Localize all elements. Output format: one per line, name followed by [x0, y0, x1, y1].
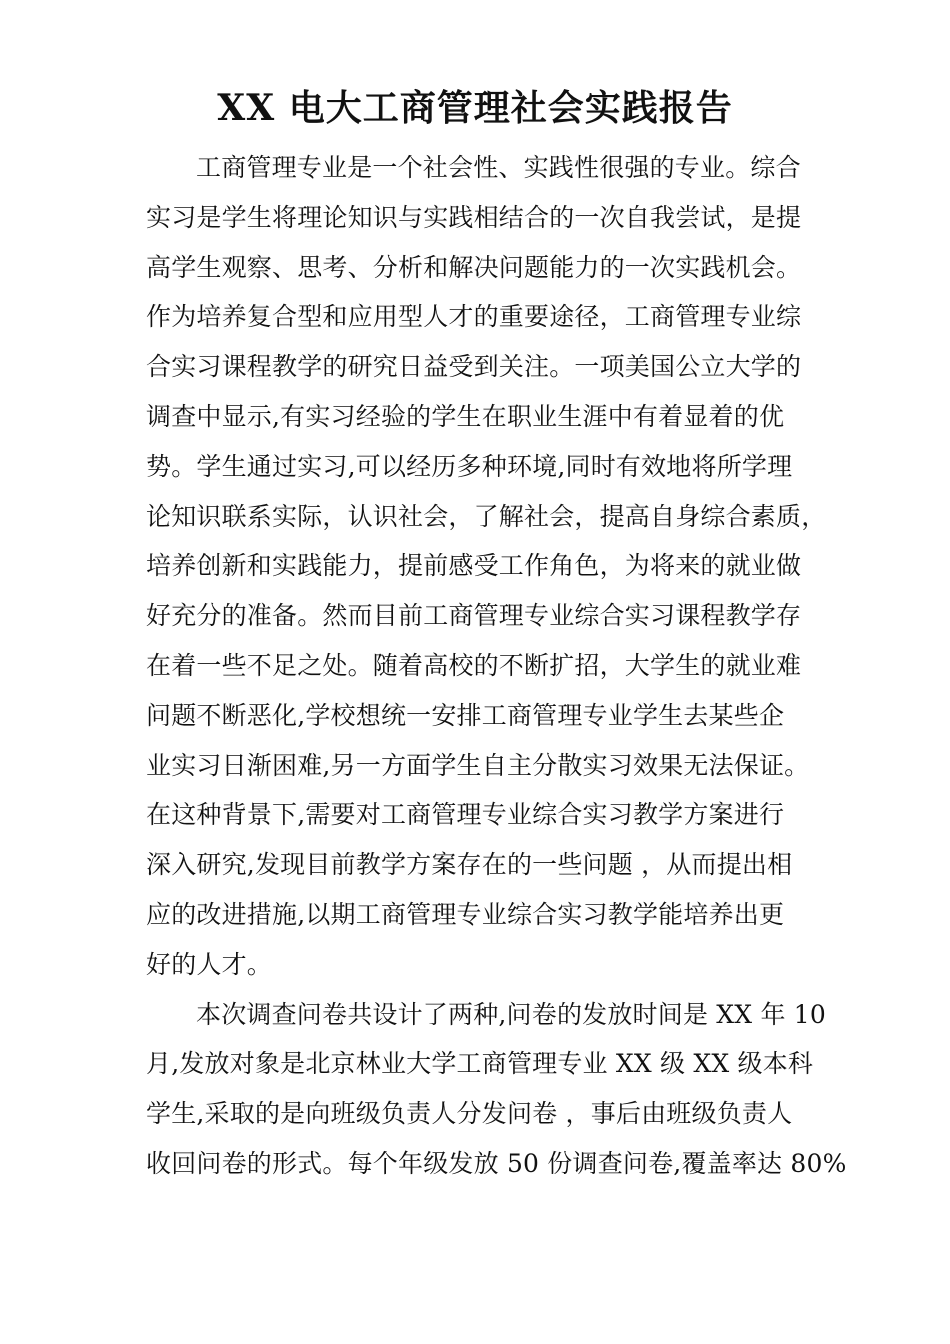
text-line: 势。学生通过实习,可以经历多种环境,同时有效地将所学理: [146, 451, 793, 481]
paragraph-1: [146, 143, 827, 990]
text-line: 应的改进措施,以期工商管理专业综合实习教学能培养出更: [146, 899, 785, 929]
text-line: 学生,采取的是向班级负责人分发问卷 ，事后由班级负责人: [146, 1099, 793, 1129]
text-line: 工商管理专业是一个社会性、实践性很强的专业。综合: [196, 153, 801, 182]
text-line: 高学生观察、思考、分析和解决问题能力的一次实践机会。: [146, 252, 802, 282]
text-line: 月,发放对象是北京林业大学工商管理专业 XX 级 XX 级本科: [146, 1049, 814, 1079]
paragraph-2: [146, 990, 847, 1189]
text-line: 论知识联系实际，认识社会，了解社会，提高自身综合素质，: [146, 501, 827, 531]
text-line: 在这种背景下,需要对工商管理专业综合实习教学方案进行: [146, 800, 785, 830]
text-line: 调查中显示,有实习经验的学生在职业生涯中有着显着的优: [146, 401, 785, 431]
text-line: 本次调查问卷共设计了两种,问卷的发放时间是 XX 年 10: [196, 999, 826, 1029]
text-line: 作为培养复合型和应用型人才的重要途径，工商管理专业综: [146, 302, 802, 332]
text-line: 合实习课程教学的研究日益受到关注。一项美国公立大学的: [146, 352, 802, 382]
text-line: 实习是学生将理论知识与实践相结合的一次自我尝试，是提: [146, 202, 802, 232]
text-line: 培养创新和实践能力，提前感受工作角色，为将来的就业做: [146, 551, 802, 581]
text-line: 业实习日渐困难,另一方面学生自主分散实习效果无法保证。: [146, 750, 810, 780]
text-line: 好的人才。: [146, 949, 273, 979]
text-line: 好充分的准备。然而目前工商管理专业综合实习课程教学存: [146, 601, 802, 631]
text-line: 收回问卷的形式。每个年级发放 50 份调查问卷,覆盖率达 80%: [146, 1148, 847, 1178]
text-line: 问题不断恶化,学校想统一安排工商管理专业学生去某些企: [146, 700, 785, 730]
text-line: 在着一些不足之处。随着高校的不断扩招，大学生的就业难: [146, 650, 802, 680]
document-body: [146, 143, 847, 1189]
document-title: XX 电大工商管理社会实践报告: [217, 87, 733, 129]
text-line: 深入研究,发现目前教学方案存在的一些问题 ，从而提出相: [146, 850, 793, 880]
